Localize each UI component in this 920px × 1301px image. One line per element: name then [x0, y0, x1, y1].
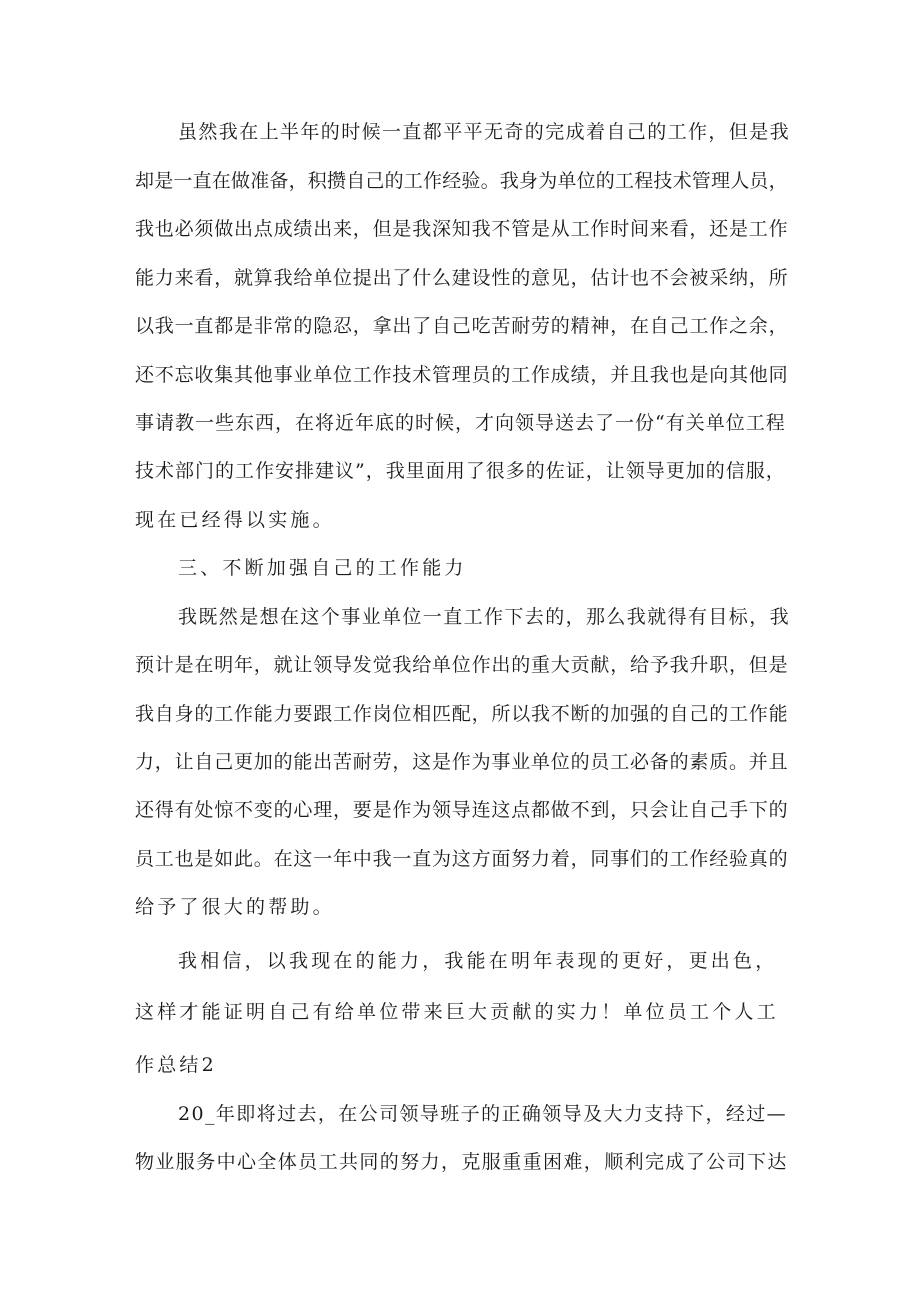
paragraph-1-line-1: 虽然我在上半年的时候一直都平平无奇的完成着自己的工作，但是我: [178, 121, 791, 143]
paragraph-2-line-5: 还得有处惊不变的心理，要是作为领导连这点都做不到，只会让自己手下的: [135, 799, 789, 821]
paragraph-4-line-1: 20_年即将过去，在公司领导班子的正确领导及大力支持下，经过—: [178, 1103, 788, 1125]
paragraph-2-line-2: 预计是在明年，就让领导发觉我给单位作出的重大贡献，给予我升职，但是: [135, 654, 789, 676]
paragraph-1-line-8: 技术部门的工作安排建议”，我里面用了很多的佐证，让领导更加的信服，: [135, 460, 786, 482]
paragraph-2-line-4: 力，让自己更加的能出苦耐劳，这是作为事业单位的员工必备的素质。并且: [135, 751, 789, 773]
paragraph-3-line-1: 我相信，以我现在的能力，我能在明年表现的更好，更出色，: [178, 950, 778, 972]
paragraph-1-line-2: 却是一直在做准备，积攒自己的工作经验。我身为单位的工程技术管理人员，: [135, 170, 788, 192]
paragraph-1-line-7: 事请教一些东西，在将近年底的时候，才向领导送去了一份“有关单位工程: [135, 412, 786, 434]
paragraph-2-line-1: 我既然是想在这个事业单位一直工作下去的，那么我就得有目标，我: [178, 606, 791, 628]
paragraph-1-line-5: 以我一直都是非常的隐忍，拿出了自己吃苦耐劳的精神，在自己工作之余，: [135, 315, 789, 337]
paragraph-1-line-9: 现在已经得以实施。: [135, 509, 335, 531]
paragraph-3-line-2: 这样才能证明自己有给单位带来巨大贡献的实力！单位员工个人工: [135, 1001, 779, 1023]
paragraph-1-line-4: 能力来看，就算我给单位提出了什么建设性的意见，估计也不会被采纳，所: [135, 267, 789, 289]
paragraph-2-line-6: 员工也是如此。在这一年中我一直为这方面努力着，同事们的工作经验真的: [135, 848, 789, 870]
paragraph-4-line-2: 物业服务中心全体员工共同的努力，克服重重困难，顺利完成了公司下达: [135, 1151, 788, 1173]
paragraph-3-line-3: 作总结2: [135, 1054, 217, 1076]
paragraph-2-line-3: 我自身的工作能力要跟工作岗位相匹配，所以我不断的加强的自己的工作能: [135, 703, 789, 725]
section-heading: 三、不断加强自己的工作能力: [178, 557, 467, 579]
paragraph-2-line-7: 给予了很大的帮助。: [135, 896, 335, 918]
paragraph-1-line-6: 还不忘收集其他事业单位工作技术管理员的工作成绩，并且我也是向其他同: [135, 364, 789, 386]
paragraph-1-line-3: 我也必须做出点成绩出来，但是我深知我不管是从工作时间来看，还是工作: [135, 218, 789, 240]
